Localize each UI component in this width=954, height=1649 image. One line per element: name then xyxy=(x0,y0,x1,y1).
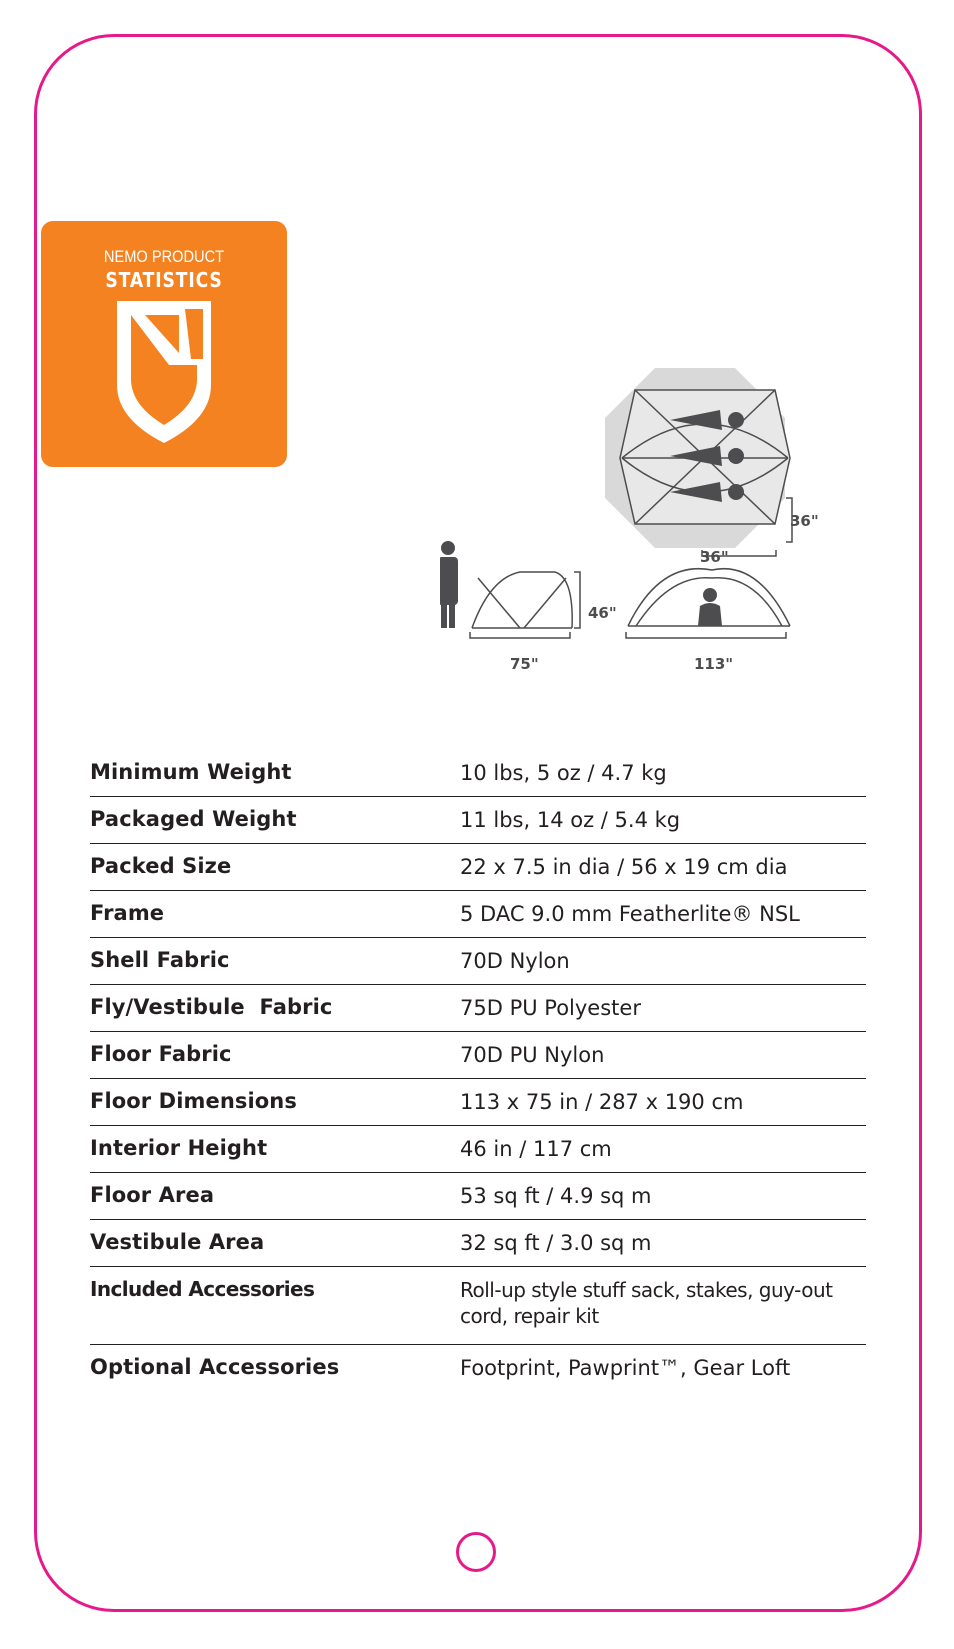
nemo-logo-badge xyxy=(41,221,287,467)
spec-label: Interior Height xyxy=(90,1136,268,1160)
side-height-label: 46" xyxy=(588,604,617,622)
spec-row xyxy=(90,985,866,1032)
person-silhouette-icon xyxy=(440,541,458,628)
spec-row xyxy=(90,844,866,891)
spec-value: 53 sq ft / 4.9 sq m xyxy=(460,1184,652,1208)
spec-label: Included Accessories xyxy=(90,1277,315,1301)
spec-value: 70D PU Nylon xyxy=(460,1043,605,1067)
spec-row xyxy=(90,750,866,797)
spec-row xyxy=(90,1126,866,1173)
spec-label: Packaged Weight xyxy=(90,807,297,831)
home-button[interactable] xyxy=(456,1532,496,1572)
spec-label: Optional Accessories xyxy=(90,1355,340,1379)
spec-row xyxy=(90,891,866,938)
spec-row xyxy=(90,797,866,844)
spec-row xyxy=(90,1032,866,1079)
spec-value: 75D PU Polyester xyxy=(460,996,641,1020)
spec-value: 11 lbs, 14 oz / 5.4 kg xyxy=(460,808,681,832)
spec-label: Floor Area xyxy=(90,1183,215,1207)
logo-line-1: NEMO PRODUCT xyxy=(103,247,225,266)
front-width-label: 113" xyxy=(694,655,734,673)
spec-row xyxy=(90,1173,866,1220)
spec-value: 46 in / 117 cm xyxy=(460,1137,612,1161)
tent-side-view xyxy=(470,572,580,638)
spec-label: Frame xyxy=(90,901,165,925)
spec-row xyxy=(90,1220,866,1267)
spec-table xyxy=(90,750,866,1392)
spec-row xyxy=(90,1345,866,1392)
spec-value: Footprint, Pawprint™, Gear Loft xyxy=(460,1356,791,1380)
spec-row xyxy=(90,1267,866,1345)
side-width-label: 75" xyxy=(510,655,539,673)
spec-value: 22 x 7.5 in dia / 56 x 19 cm dia xyxy=(460,855,788,879)
seated-person-icon xyxy=(698,588,722,626)
nemo-shield-n-icon xyxy=(109,301,219,443)
spec-value: 10 lbs, 5 oz / 4.7 kg xyxy=(460,761,667,785)
spec-value: 70D Nylon xyxy=(460,949,570,973)
spec-value: Roll-up style stuff sack, stakes, guy-out cord, repair kit xyxy=(460,1278,833,1328)
spec-value: 32 sq ft / 3.0 sq m xyxy=(460,1231,652,1255)
spec-label: Fly/Vestibule Fabric xyxy=(90,995,333,1019)
spec-label: Floor Dimensions xyxy=(90,1089,297,1113)
spec-row xyxy=(90,1079,866,1126)
top-view-width-label: 36" xyxy=(790,512,819,530)
spec-label: Floor Fabric xyxy=(90,1042,232,1066)
spec-row xyxy=(90,938,866,985)
spec-label: Packed Size xyxy=(90,854,232,878)
logo-line-2: STATISTICS xyxy=(105,268,223,292)
spec-label: Minimum Weight xyxy=(90,760,292,784)
spec-label: Shell Fabric xyxy=(90,948,230,972)
spec-label: Vestibule Area xyxy=(90,1230,265,1254)
spec-value: 113 x 75 in / 287 x 190 cm xyxy=(460,1090,744,1114)
top-view-depth-label: 36" xyxy=(700,548,729,566)
spec-value: 5 DAC 9.0 mm Featherlite® NSL xyxy=(460,902,800,926)
tent-dimension-diagram xyxy=(440,360,880,700)
